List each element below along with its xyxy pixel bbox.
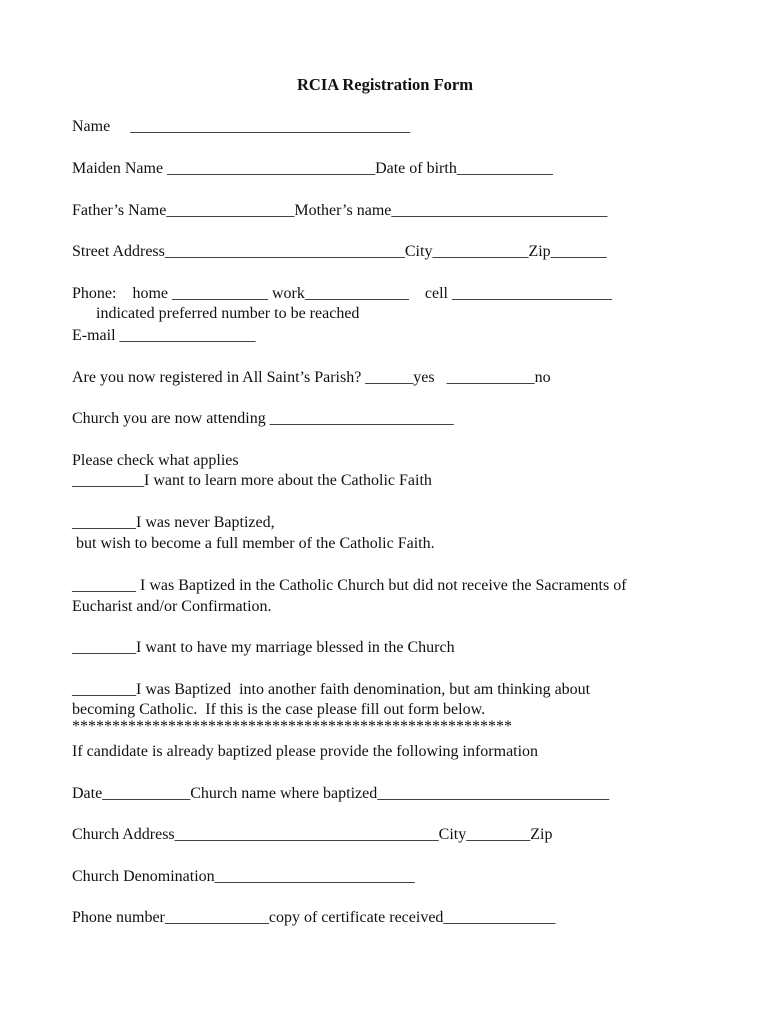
option-never-baptized-line1: ________I was never Baptized, bbox=[72, 514, 275, 531]
church-denomination-field: Church Denomination_________________________ bbox=[72, 868, 415, 885]
email-field: E-mail _________________ bbox=[72, 327, 256, 344]
name-field: Name ___________________________________ bbox=[72, 118, 411, 135]
option-learn-more: _________I want to learn more about the Catholic Faith bbox=[72, 472, 432, 489]
phone-field: Phone: home ____________ work_____________ cell ____________________ bbox=[72, 285, 612, 302]
option-never-baptized-line2: but wish to become a full member of the Catholic Faith. bbox=[72, 535, 435, 552]
phone-certificate-field: Phone number_____________copy of certificate received______________ bbox=[72, 909, 556, 926]
baptized-info-heading: If candidate is already baptized please provide the following information bbox=[72, 743, 539, 760]
phone-preferred-note: indicated preferred number to be reached bbox=[72, 305, 360, 322]
parents-names-field: Father’s Name________________Mother’s name___________________________ bbox=[72, 202, 608, 219]
option-marriage-blessed: ________I want to have my marriage blessed in the Church bbox=[72, 639, 455, 656]
option-catholic-baptized-line1: ________ I was Baptized in the Catholic Church but did not receive the Sacraments of bbox=[72, 577, 627, 594]
church-address-field: Church Address_________________________________City________Zip bbox=[72, 826, 553, 843]
option-other-faith-line2: becoming Catholic. If this is the case please fill out form below. bbox=[72, 701, 486, 718]
street-address-field: Street Address______________________________City____________Zip_______ bbox=[72, 243, 607, 260]
maiden-name-dob-field: Maiden Name __________________________Date of birth____________ bbox=[72, 160, 553, 177]
church-attending-field: Church you are now attending _______________________ bbox=[72, 410, 454, 427]
parish-registration-question: Are you now registered in All Saint’s Parish? ______yes ___________no bbox=[72, 369, 551, 386]
baptism-date-church-field: Date___________Church name where baptized_____________________________ bbox=[72, 785, 610, 802]
asterisk-divider: ******************************************************* bbox=[72, 718, 512, 735]
check-applies-heading: Please check what applies bbox=[72, 452, 239, 469]
option-catholic-baptized-line2: Eucharist and/or Confirmation. bbox=[72, 598, 272, 615]
form-title: RCIA Registration Form bbox=[297, 75, 473, 94]
option-other-faith-line1: ________I was Baptized into another faith denomination, but am thinking about bbox=[72, 681, 591, 698]
